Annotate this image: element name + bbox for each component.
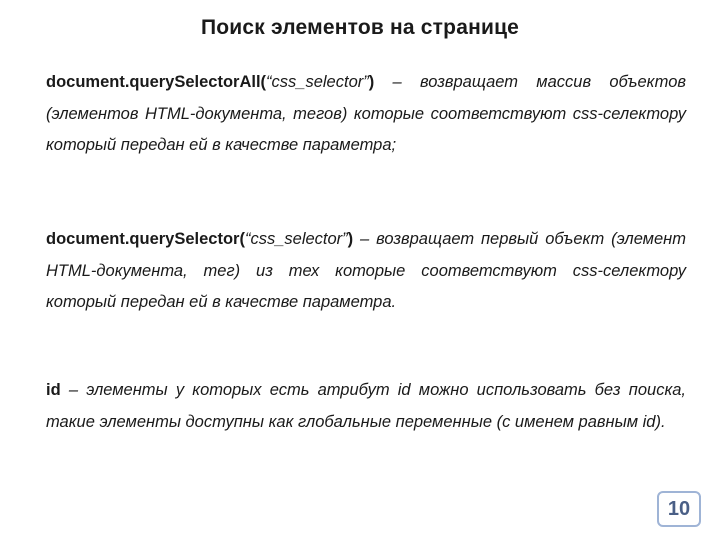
slide-title: Поиск элементов на странице [200,16,520,39]
method-name: document.querySelector( [46,230,245,248]
paragraph-query-selector [46,224,686,319]
method-description: – возвращает первый объект (элемент HTML-документа, тег) из тех которые соответствуют css-селектору который передан ей в качестве параметра. [46,230,686,311]
id-description: – элементы у которых есть атрибут id можно использовать без поиска, такие элементы доступны как глобальные переменные (с именем равным id). [46,381,686,431]
method-description: – возвращает массив объектов (элементов HTML-документа, тегов) которые соответствуют css-селектору который передан ей в качестве параметра; [46,73,686,154]
paragraph-query-selector-all [46,67,686,162]
paragraph-id [46,375,686,438]
page-number-badge: 10 [657,491,701,527]
method-close-paren: ) [347,230,354,248]
method-argument: “css_selector” [244,230,348,248]
keyword-id: id [46,381,61,399]
method-name: document.querySelectorAll( [46,73,267,91]
method-close-paren: ) [368,73,375,91]
method-argument: “css_selector” [266,73,369,91]
